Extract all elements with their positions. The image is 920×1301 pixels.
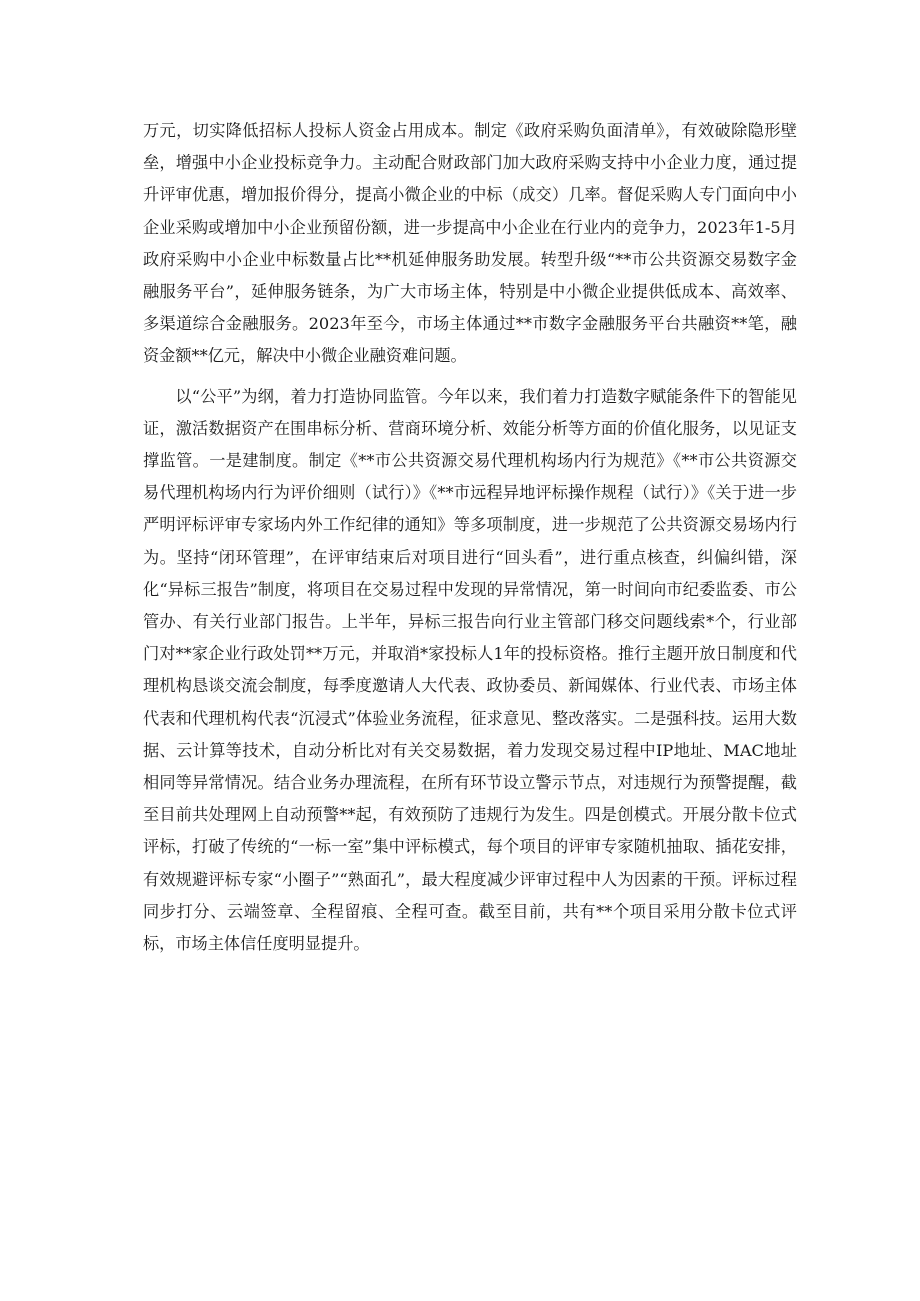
body-paragraph-1: 万元，切实降低招标人投标人资金占用成本。制定《政府采购负面清单》，有效破除隐形壁垒，增强中小企业投标竞争力。主动配合财政部门加大政府采购支持中小企业力度，通过提升评审优惠，增加报价得分，提高小微企业的中标（成交）几率。督促采购人专门面向中小企业采购或增加中小企业预留份额，进一步提高中小企业在行业内的竞争力，2023年1-5月政府采购中小企业中标数量占比**机延伸服务助发展。转型升级“**市公共资源交易数字金融服务平台”，延伸服务链条，为广大市场主体，特别是中小微企业提供低成本、高效率、多渠道综合金融服务。2023年至今，市场主体通过**市数字金融服务平台共融资**笔，融资金额**亿元，解决中小微企业融资难问题。 <box>143 121 797 366</box>
body-paragraph-2: 以“公平”为纲，着力打造协同监管。今年以来，我们着力打造数字赋能条件下的智能见证，激活数据资产在围串标分析、营商环境分析、效能分析等方面的价值化服务，以见证支撑监管。一是建制度。制定《**市公共资源交易代理机构场内行为规范》《**市公共资源交易代理机构场内行为评价细则（试行）》《**市远程异地评标操作规程（试行）》《关于进一步严明评标评审专家场内外工作纪律的通知》等多项制度，进一步规范了公共资源交易场内行为。坚持“闭环管理”，在评审结束后对项目进行“回头看”，进行重点核查，纠偏纠错，深化“异标三报告”制度，将项目在交易过程中发现的异常情况，第一时间向市纪委监委、市公管办、有关行业部门报告。上半年，异标三报告向行业主管部门移交问题线索*个，行业部门对**家企业行政处罚**万元，并取消*家投标人1年的投标资格。推行主题开放日制度和代理机构恳谈交流会制度，每季度邀请人大代表、政协委员、新闻媒体、行业代表、市场主体代表和代理机构代表“沉浸式”体验业务流程，征求意见、整改落实。二是强科技。运用大数据、云计算等技术，自动分析比对有关交易数据，着力发现交易过程中IP地址、MAC地址相同等异常情况。结合业务办理流程，在所有环节设立警示节点，对违规行为预警提醒，截至目前共处理网上自动预警**起，有效预防了违规行为发生。四是创模式。开展分散卡位式评标，打破了传统的“一标一室”集中评标模式，每个项目的评审专家随机抽取、插花安排，有效规避评标专家“小圈子”“熟面孔”，最大程度减少评审过程中人为因素的干预。评标过程同步打分、云端签章、全程留痕、全程可查。截至目前，共有**个项目采用分散卡位式评标，市场主体信任度明显提升。 <box>143 386 797 954</box>
document-body <box>143 115 797 960</box>
